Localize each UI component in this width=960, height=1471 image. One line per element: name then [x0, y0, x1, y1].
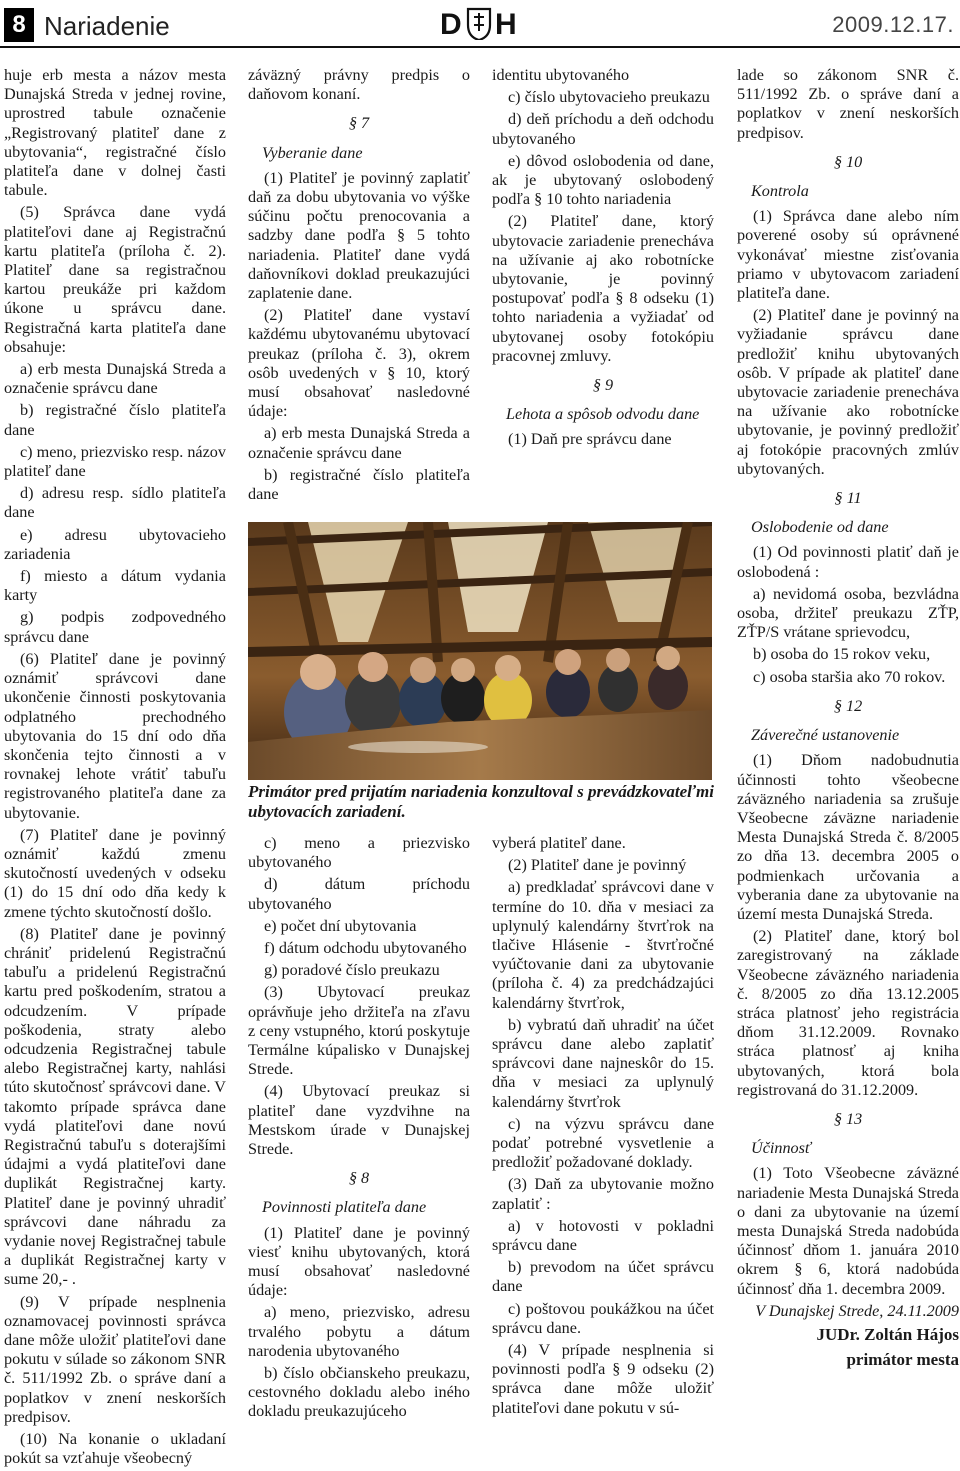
svg-text:H: H	[495, 8, 517, 40]
list-item: a) meno, priezvisko, adresu trvalého pobytu a dátum narodenia ubytovaného	[248, 1303, 470, 1360]
paragraph: lade so zákonom SNR č. 511/1992 Zb. o správe daní a poplatkov v znení neskorších predpisov.	[737, 66, 959, 142]
section-name: Nariadenie	[44, 11, 170, 41]
header-rule	[0, 46, 960, 48]
list-item: e) adresu ubytovacieho zariadenia	[4, 525, 226, 563]
paragraph: (4) Ubytovací preukaz si platiteľ dane vyzdvihne na Mestskom úrade v Dunajskej Strede.	[248, 1082, 470, 1159]
paragraph: (6) Platiteľ dane je povinný oznámiť správcovi dane ukončenie činnosti poskytovania odplatného prechodného ubytovania do 15 dní odo dňa skončenia tejto činnosti a v rovnakej lehote vrátiť tabuľu registrovaného platiteľa dane za ubytovanie.	[4, 649, 226, 822]
place-date: V Dunajskej Strede, 24.11.2009	[755, 1301, 959, 1320]
column-3-lower	[492, 834, 714, 1421]
paragraph: (2) Platiteľ dane, ktorý bol zaregistrovaný na základe Všeobecne záväzného nariadenia č. 8/2005 zo dňa 13.12.2005 stráca platnosť jeho registrácia dňom 31.12.2009. Rovnako stráca platnosť aj kniha ubytovaných, ktorá bola registrovaná do 31.12.2009.	[737, 927, 959, 1099]
section-heading: § 11	[834, 489, 862, 508]
list-item: e) počet dní ubytovania	[264, 916, 417, 935]
list-item: d) adresu resp. sídlo platiteľa dane	[4, 484, 226, 522]
section-title: Účinnosť	[751, 1139, 811, 1158]
paragraph: (1) Dňom nadobudnutia účinnosti tohto všeobecne záväzného nariadenia sa zrušuje Všeobecne záväzne nariadenie Mesta Dunajská Streda č. 8/2005 zo dňa 13. decembra 2005 o podmienkach určovania a vyberania dane za ubytovanie na území mesta Dunajská Streda.	[737, 751, 959, 923]
list-item: b) číslo občianskeho preukazu, cestovného dokladu alebo iného dokladu preukazujúceho	[248, 1364, 470, 1421]
list-item: b) prevodom na účet správcu dane	[492, 1258, 714, 1296]
section-heading: § 8	[348, 1169, 370, 1188]
signatory-title: primátor mesta	[846, 1349, 959, 1369]
paragraph: identitu ubytovaného	[492, 66, 630, 84]
list-item: c) poštovou poukážkou na účet správcu dane.	[492, 1299, 714, 1337]
paragraph: (10) Na konanie o ukladaní pokút sa vzťahuje všeobecný	[4, 1430, 226, 1468]
section-heading: § 9	[592, 376, 614, 395]
paragraph: (2) Platiteľ dane je povinný na vyžiadanie správcu dane predložiť knihu ubytovaných osôb. V prípade ak platiteľ dane ubytovacie zariadenie prenecháva na užívanie ako robotnícke ubytovanie, je povinný predložiť aj fotokópie pracovných zmlúv ubytovaných.	[737, 306, 959, 478]
column-1	[4, 66, 226, 1471]
paragraph: (1) Daň pre správcu dane	[508, 430, 672, 449]
list-item: b) osoba do 15 rokov veku,	[753, 645, 931, 664]
section-heading: § 10	[833, 152, 863, 171]
column-3	[492, 66, 714, 453]
paragraph: (3) Daň za ubytovanie možno zaplatiť :	[492, 1175, 714, 1213]
list-item: e) dôvod oslobodenia od dane, ak je ubytovaný oslobodený podľa § 10 tohto nariadenia	[492, 151, 714, 209]
paragraph: (2) Platiteľ dane je povinný	[508, 856, 687, 875]
section-title: Kontrola	[751, 182, 809, 201]
section-title: Vyberanie dane	[262, 143, 363, 162]
list-item: a) predkladať správcovi dane v termíne do 10. dňa v mesiaci za uplynulý kalendárny štvrťrok na tlačive Hlásenie - štvrťročné vyúčtovanie dani za ubytovanie (príloha č. 4) za predchádzajúci kalendárny štvrťrok,	[492, 878, 714, 1012]
section-title: Povinnosti platiteľa dane	[262, 1198, 427, 1217]
list-item: c) meno a priezvisko ubytovaného	[248, 834, 470, 872]
section-heading: § 7	[348, 114, 370, 133]
paragraph: huje erb mesta a názov mesta Dunajská Streda v jednej rovine, uprostred tabule označenie „Registrovaný platiteľ dane z ubytovania“, registračné číslo platiteľa dane v dolnej časti tabule.	[4, 66, 226, 200]
list-item: g) podpis zodpovedného správcu dane	[4, 608, 226, 646]
list-item: f) dátum odchodu ubytovaného	[264, 939, 467, 958]
issue-date: 2009.12.17.	[832, 12, 954, 37]
column-4	[737, 66, 959, 1374]
paragraph: (2) Platiteľ dane, ktorý ubytovacie zariadenie prenecháva na užívanie aj ako robotnícke ubytovanie, je povinný postupovať podľa § 8 odseku (1) tohto nariadenia a vyžiadať od ubytovanej osoby fotokópiu pracovnej zmluvy.	[492, 212, 714, 365]
section-heading: § 13	[833, 1109, 863, 1128]
svg-text:D: D	[440, 8, 462, 40]
list-item: c) na výzvu správcu dane podať potrebné vysvetlenie a predložiť požadované doklady.	[492, 1114, 714, 1172]
list-item: a) erb mesta Dunajská Streda a označenie správcu dane	[248, 424, 470, 462]
section-heading: § 12	[833, 696, 863, 715]
paragraph: (1) Toto Všeobecne záväzné nariadenie Mesta Dunajská Streda o dani za ubytovanie na území mesta Dunajská Streda nadobúda účinnosť dňom 1. januára 2010 okrem § 6, ktorá nadobúda účinnosť dňa 1. decembra 2009.	[737, 1164, 959, 1298]
list-item: d) deň príchodu a deň odchodu ubytovaného	[492, 110, 714, 148]
photo-caption: Primátor pred prijatím nariadenia konzultoval s prevádzkovateľmi ubytovacích zariadení.	[248, 782, 714, 821]
paragraph: (9) V prípade nesplnenia oznamovacej povinnosti správca dane môže uložiť platiteľovi dane pokutu v súlade so zákonom SNR č. 511/1992 Zb. o správe daní a poplatkov v znení neskorších predpisov.	[4, 1292, 226, 1426]
list-item: b) vybratú daň uhradiť na účet správcu dane alebo zaplatiť správcovi dane najneskôr do 15. dňa v mesiaci za uplynulý kalendárny štvrťrok	[492, 1015, 714, 1111]
dsh-logo	[440, 6, 520, 40]
paragraph: (1) Platiteľ je povinný zaplatiť daň za dobu ubytovania vo výške súčinu počtu prenocovania a sadzby dane podľa § 5 tohto nariadenia. Platiteľ dane vydá daňovníkovi doklad preukazujúci zaplatenie dane.	[248, 168, 470, 303]
list-item: a) nevidomá osoba, bezvládna osoba, držiteľ preukazu ZŤP, ZŤP/S vrátane sprievodcu,	[737, 584, 959, 642]
list-item: c) osoba staršia ako 70 rokov.	[753, 667, 946, 686]
paragraph: (5) Správca dane vydá platiteľovi dane aj Registračnú kartu platiteľa (príloha č. 2). Platiteľ dane sa registračnou kartou preukáže pri každom úkone u správcu dane. Registračná karta platiteľa dane obsahuje:	[4, 203, 226, 356]
paragraph: (3) Ubytovací preukaz oprávňuje jeho držiteľa na zľavu z ceny vstupného, ktorú poskytuje Termálne kúpalisko v Dunajskej Strede.	[248, 983, 470, 1079]
list-item: c) číslo ubytovacieho preukazu	[508, 88, 710, 107]
list-item: b) registračné číslo platiteľa dane	[4, 401, 226, 439]
meeting-photo	[248, 522, 712, 780]
paragraph: vyberá platiteľ dane.	[492, 834, 626, 852]
page-header	[0, 0, 960, 46]
signatory-name: JUDr. Zoltán Hájos	[816, 1324, 959, 1344]
column-2	[248, 66, 470, 507]
paragraph: (1) Od povinnosti platiť daň je oslobodená :	[737, 543, 959, 581]
page-number: 8	[4, 8, 34, 42]
paragraph: záväzný právny predpis o daňovom konaní.	[248, 66, 470, 104]
section-title: Oslobodenie od dane	[751, 518, 889, 537]
column-2-lower	[248, 834, 470, 1425]
paragraph: (7) Platiteľ dane je povinný oznámiť každú zmenu skutočností uvedených v odseku (1) do 15 dní odo dňa kedy k zmene týchto skutočností došlo.	[4, 825, 226, 921]
list-item: c) meno, priezvisko resp. názov platiteľ dane	[4, 442, 226, 481]
paragraph: (1) Správca dane alebo ním poverené osoby sú oprávnené vykonávať miestne zisťovania priamo v ubytovacom zariadení platiteľa dane.	[737, 207, 959, 303]
list-item: b) registračné číslo platiteľa dane	[248, 465, 470, 504]
list-item: d) dátum príchodu ubytovaného	[248, 875, 470, 913]
paragraph: (2) Platiteľ dane vystaví každému ubytovanému ubytovací preukaz (príloha č. 3), okrem osôb uvedených v § 10, ktorý musí obsahovať nasledovné údaje:	[248, 306, 470, 421]
paragraph: (1) Platiteľ dane je povinný viesť knihu ubytovaných, ktorá musí obsahovať nasledovné údaje:	[248, 1223, 470, 1300]
list-item: a) erb mesta Dunajská Streda a označenie správcu dane	[4, 360, 226, 398]
paragraph: (8) Platiteľ dane je povinný chrániť pridelenú Registračnú tabuľu a pridelenú Registračnú kartu pred poškodením, stratou a odcudzením. V prípade poškodenia, straty alebo odcudzenia Registračnej tabule alebo Registračnej karty, nahlási túto skutočnosť správcovi dane. V takomto prípade správca dane vydá platiteľovi dane novú Registračnú tabuľu s doterajšími údajmi a vydá platiteľovi dane duplikát Registračnej karty. Platiteľ dane je povinný uhradiť správcovi dane náhradu za vydanie novej Registračnej tabule a duplikát Registračnej karty v sume 20,- .	[4, 924, 226, 1289]
list-item: f) miesto a dátum vydania karty	[4, 567, 226, 605]
list-item: g) poradové číslo preukazu	[264, 961, 440, 980]
section-title: Lehota a spôsob odvodu dane	[506, 405, 700, 424]
list-item: a) v hotovosti v pokladni správcu dane	[492, 1216, 714, 1255]
section-title: Záverečné ustanovenie	[751, 726, 900, 745]
paragraph: (4) V prípade nesplnenia si povinnosti podľa § 9 odseku (2) správca dane môže uložiť platiteľovi dane pokutu v sú-	[492, 1341, 714, 1417]
